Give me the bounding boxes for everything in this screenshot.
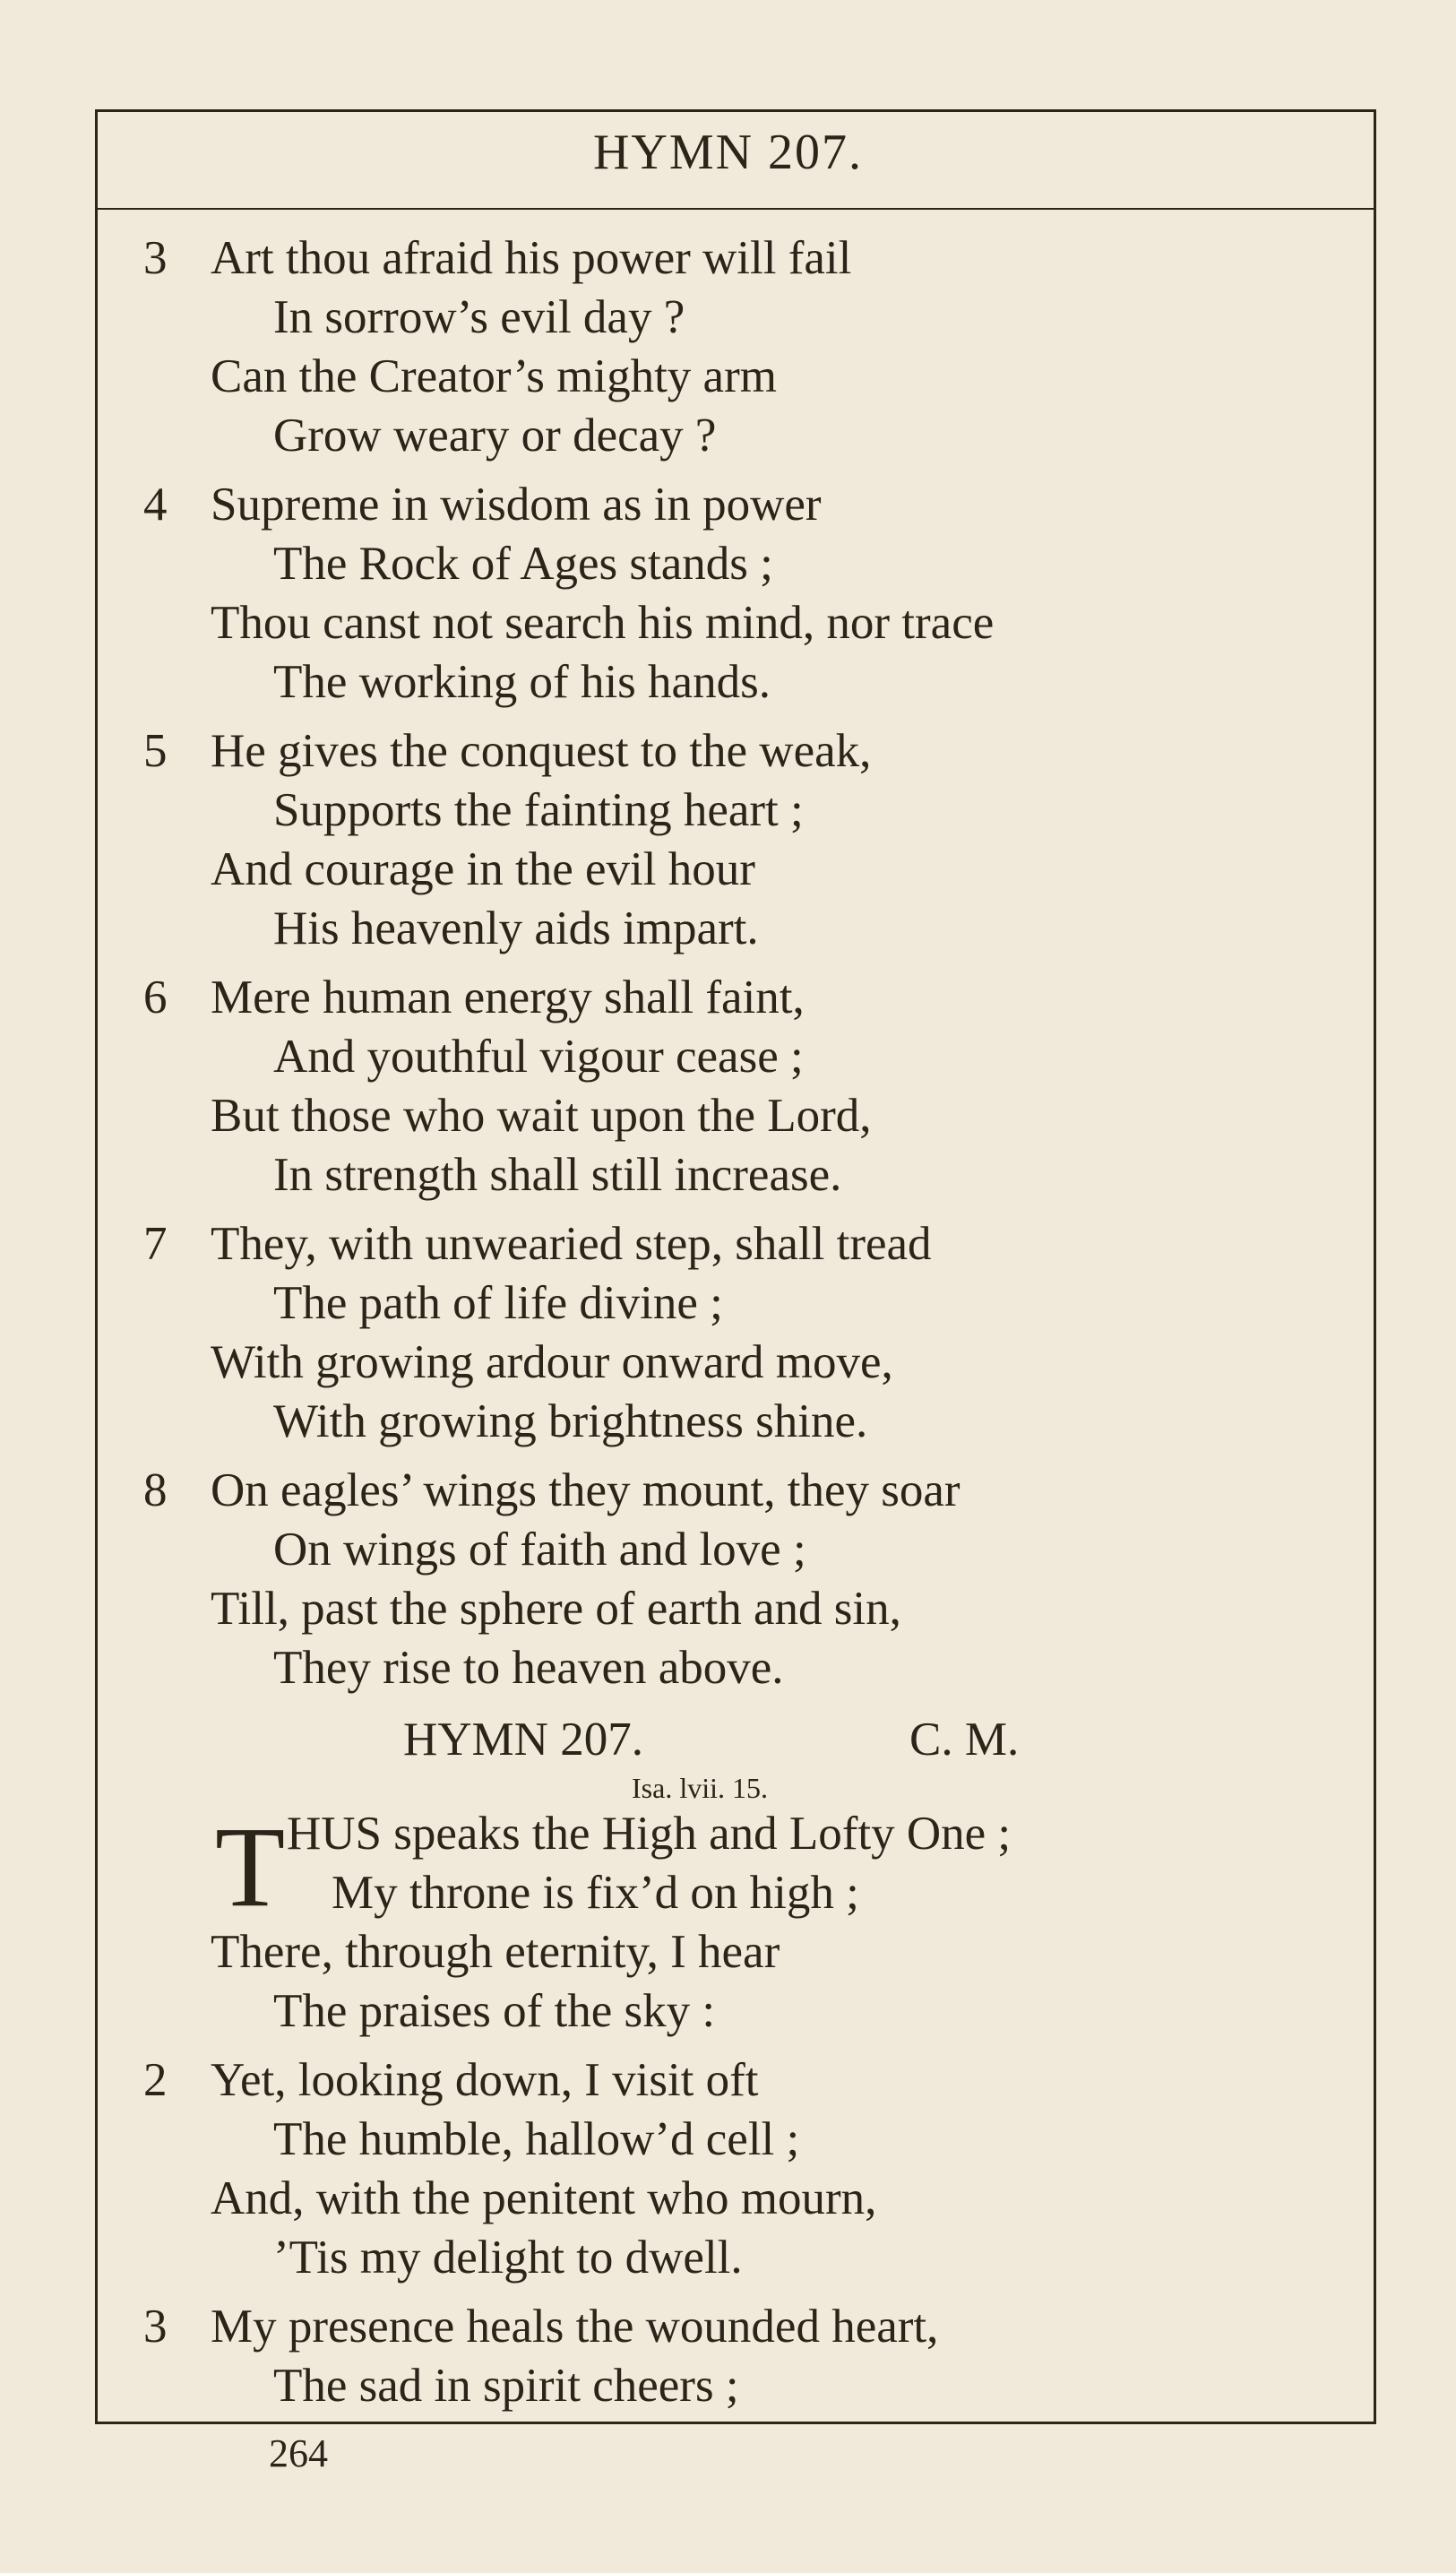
verse-line: There, through eternity, I hear — [211, 1926, 780, 1978]
stanza — [143, 2297, 1371, 2415]
verse-line: Can the Creator’s mighty arm — [211, 350, 777, 402]
stanza-number: 7 — [143, 1218, 168, 1270]
verse-line: But those who wait upon the Lord, — [211, 1090, 872, 1142]
scripture-reference: Isa. lvii. 15. — [632, 1772, 768, 1804]
verse-line: On wings of faith and love ; — [273, 1524, 806, 1576]
stanza-number: 6 — [143, 971, 168, 1023]
verse-line: His heavenly aids impart. — [273, 902, 759, 954]
verse-line: With growing ardour onward move, — [211, 1336, 893, 1388]
verse-line: In strength shall still increase. — [273, 1149, 842, 1201]
verse-line: The praises of the sky : — [273, 1985, 716, 2037]
verse-line — [143, 1214, 1371, 1274]
stanza — [143, 1214, 1371, 1451]
verse-line: Till, past the sphere of earth and sin, — [211, 1583, 901, 1635]
verse-line: Thou canst not search his mind, nor trace — [211, 597, 995, 649]
verse-line: ’Tis my delight to dwell. — [273, 2232, 743, 2284]
stanza-number: 8 — [143, 1464, 168, 1516]
verse-line: And courage in the evil hour — [211, 843, 755, 895]
hymn-first-stanza — [143, 1804, 1371, 2041]
stanza-number: 5 — [143, 725, 168, 777]
verse-line: And youthful vigour cease ; — [273, 1031, 804, 1083]
verse-line — [143, 1461, 1371, 1520]
verse-line: My throne is fix’d on high ; — [332, 1867, 859, 1919]
hymn-heading — [143, 1707, 1371, 1772]
verse-line: The Rock of Ages stands ; — [273, 538, 773, 590]
stanza-number: 2 — [143, 2054, 168, 2106]
verse-line: The path of life divine ; — [273, 1277, 723, 1329]
verse-line-text: He gives the conquest to the weak, — [211, 725, 872, 777]
verse-line: They rise to heaven above. — [273, 1642, 784, 1694]
verse-line: With growing brightness shine. — [273, 1395, 868, 1447]
verse-line — [143, 475, 1371, 534]
frame-right-rule — [1374, 109, 1376, 2424]
stanza — [143, 721, 1371, 958]
drop-cap: T — [215, 1803, 286, 1930]
verse-line-text: Mere human energy shall faint, — [211, 971, 805, 1023]
hymn-text — [143, 229, 1371, 2425]
running-head: HYMN 207. — [592, 125, 864, 180]
verse-line — [143, 721, 1371, 781]
verse-line-text: Yet, looking down, I visit oft — [211, 2054, 759, 2106]
stanza — [143, 1461, 1371, 1697]
frame-top-rule — [97, 109, 1376, 112]
verse-line-text: Supreme in wisdom as in power — [211, 479, 822, 531]
stanza — [143, 2051, 1371, 2287]
frame-left-rule — [95, 109, 98, 2424]
stanza — [143, 229, 1371, 465]
verse-line — [143, 2297, 1371, 2356]
verse-line: Grow weary or decay ? — [273, 410, 717, 462]
stanza-number: 3 — [143, 232, 168, 284]
stanza — [143, 968, 1371, 1204]
stanza-group-a — [143, 229, 1371, 1697]
verse-line: The humble, hallow’d cell ; — [273, 2113, 800, 2165]
hymn-meter: C. M. — [909, 1714, 1020, 1766]
verse-line — [143, 229, 1371, 288]
stanza-number: 3 — [143, 2301, 168, 2353]
hymn-title: HYMN 207. — [403, 1714, 643, 1766]
stanza-number: 4 — [143, 479, 168, 531]
verse-line-text: On eagles’ wings they mount, they soar — [211, 1464, 961, 1516]
verse-line: Supports the fainting heart ; — [273, 784, 804, 836]
verse-line: The working of his hands. — [273, 656, 771, 708]
header-rule — [97, 208, 1376, 210]
verse-line — [143, 968, 1371, 1027]
stanza-group-b — [143, 2051, 1371, 2415]
verse-line: HUS speaks the High and Lofty One ; — [287, 1808, 1012, 1860]
verse-line-text: My presence heals the wounded heart, — [211, 2301, 939, 2353]
verse-line: And, with the penitent who mourn, — [211, 2172, 877, 2224]
verse-line-text: They, with unwearied step, shall tread — [211, 1218, 932, 1270]
stanza — [143, 475, 1371, 712]
page-number: 264 — [269, 2431, 328, 2475]
verse-line: In sorrow’s evil day ? — [273, 291, 685, 343]
verse-line-text: Art thou afraid his power will fail — [211, 232, 852, 284]
verse-line: The sad in spirit cheers ; — [273, 2360, 739, 2412]
verse-line — [143, 2051, 1371, 2110]
